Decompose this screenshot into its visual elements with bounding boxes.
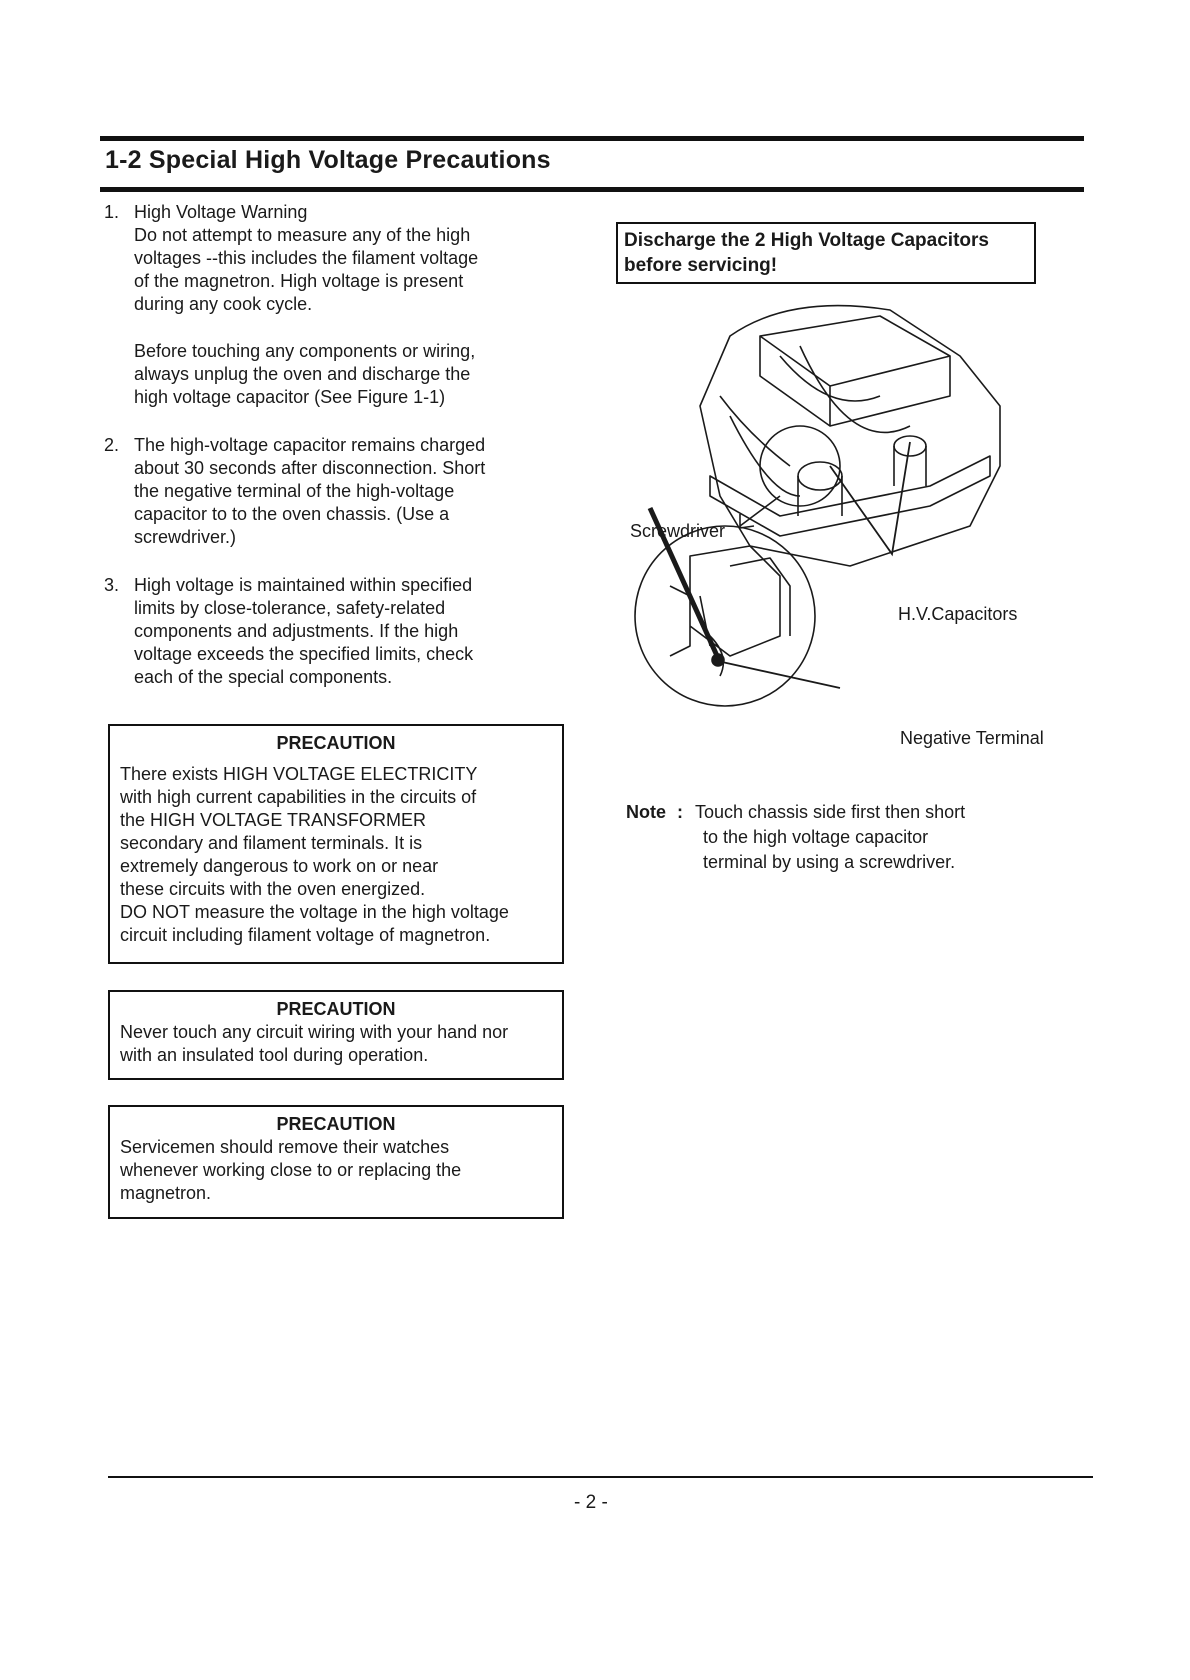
detail-callout-circle — [760, 426, 840, 506]
text-line: circuit including filament voltage of magnetron. — [120, 925, 491, 945]
note-label — [626, 800, 683, 825]
precaution-title: PRECAUTION — [276, 733, 396, 753]
negative-terminal-label: Negative Terminal — [900, 728, 1044, 748]
text-line: High Voltage Warning — [134, 202, 308, 222]
text-line: the negative terminal of the high-voltage — [134, 481, 455, 501]
text-line: each of the special components. — [134, 667, 393, 687]
precaution-title: PRECAUTION — [276, 999, 396, 1019]
footer-rule — [108, 1476, 1093, 1478]
text-line: during any cook cycle. — [134, 294, 313, 314]
text-line: secondary and filament terminals. It is — [120, 833, 423, 853]
precaution-box-2 — [108, 990, 564, 1080]
text-line: Servicemen should remove their watches — [120, 1137, 450, 1157]
transformer-block — [760, 316, 950, 426]
callout-line: before servicing! — [624, 255, 778, 276]
text-line: about 30 seconds after disconnection. Short — [134, 458, 486, 478]
text-line: whenever working close to or replacing the — [120, 1160, 462, 1180]
text-line: The high-voltage capacitor remains charged — [134, 435, 486, 455]
text-line: with an insulated tool during operation. — [120, 1045, 429, 1065]
text-line: with high current capabilities in the circuits of — [120, 787, 477, 807]
text-line: extremely dangerous to work on or near — [120, 856, 439, 876]
note-line: Touch chassis side first then short — [695, 802, 966, 822]
discharge-warning-callout — [616, 222, 1036, 284]
page-number: - 2 - — [574, 1492, 608, 1513]
terminal-pointer — [722, 662, 840, 688]
text-line: limits by close-tolerance, safety-related — [134, 598, 446, 618]
item-number-3: 3. — [104, 575, 120, 595]
item-2-paragraph — [134, 434, 554, 549]
callout-line: Discharge the 2 High Voltage Capacitors — [624, 230, 989, 251]
heading-top-rule — [100, 136, 1084, 141]
text-line: always unplug the oven and discharge the — [134, 364, 471, 384]
text-line: capacitor to to the oven chassis. (Use a — [134, 504, 450, 524]
item-3-paragraph — [134, 574, 554, 689]
wiring — [720, 346, 910, 496]
precaution-box-3 — [108, 1105, 564, 1219]
text-line: Never touch any circuit wiring with your hand nor — [120, 1022, 509, 1042]
capacitors-label: H.V.Capacitors — [898, 604, 1018, 624]
text-line: voltage exceeds the specified limits, check — [134, 644, 474, 664]
magnified-detail — [670, 546, 790, 676]
chassis-base — [710, 456, 990, 536]
text-line: Do not attempt to measure any of the high — [134, 225, 471, 245]
text-line: components and adjustments. If the high — [134, 621, 459, 641]
text-line: high voltage capacitor (See Figure 1-1) — [134, 387, 446, 407]
precaution-title: PRECAUTION — [276, 1114, 396, 1134]
note-text — [695, 800, 965, 875]
note-separator: : — [677, 802, 684, 822]
screwdriver-label: Screwdriver — [630, 521, 726, 541]
precaution-box-1 — [108, 724, 564, 964]
text-line: screwdriver.) — [134, 527, 237, 547]
text-line: voltages --this includes the filament voltage — [134, 248, 479, 268]
item-1-paragraph-1 — [134, 201, 554, 316]
text-line: the HIGH VOLTAGE TRANSFORMER — [120, 810, 427, 830]
text-line: High voltage is maintained within specified — [134, 575, 473, 595]
item-number-2: 2. — [104, 435, 120, 455]
text-line: There exists HIGH VOLTAGE ELECTRICITY — [120, 764, 478, 784]
note-label-text: Note — [626, 802, 666, 822]
text-line: DO NOT measure the voltage in the high voltage — [120, 902, 509, 922]
text-line: these circuits with the oven energized. — [120, 879, 426, 899]
text-line: Before touching any components or wiring, — [134, 341, 476, 361]
text-line: of the magnetron. High voltage is present — [134, 271, 464, 291]
note-line: to the high voltage capacitor — [703, 827, 929, 847]
heading-bottom-rule — [100, 187, 1084, 192]
text-line: magnetron. — [120, 1183, 212, 1203]
item-1-paragraph-2 — [134, 340, 554, 409]
note-line: terminal by using a screwdriver. — [703, 852, 956, 872]
page-heading: 1-2 Special High Voltage Precautions — [105, 146, 551, 174]
item-number-1: 1. — [104, 202, 120, 222]
